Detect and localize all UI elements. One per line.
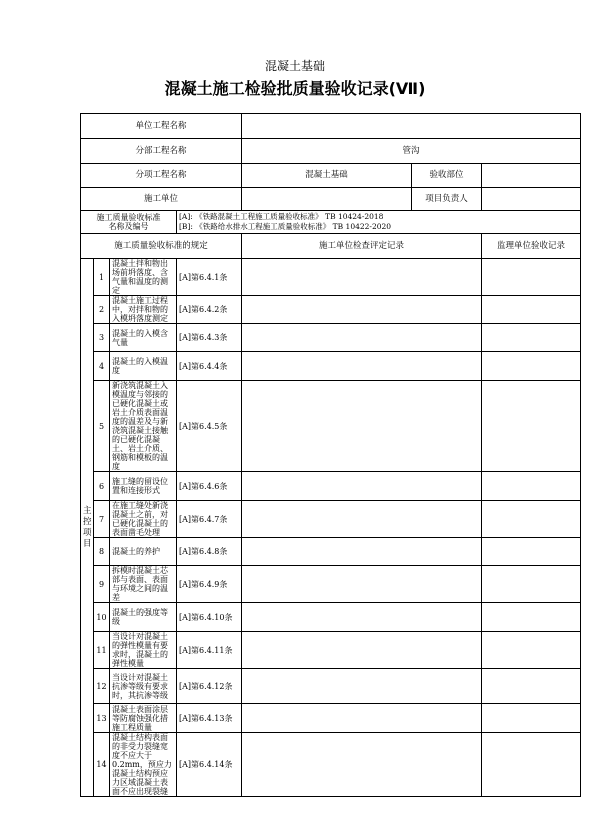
item-requirement: 混凝土表面涂层等防腐蚀强化措施工程质量 (110, 704, 177, 733)
item-number: 13 (94, 704, 110, 733)
item-number: 2 (94, 296, 110, 324)
item-number: 11 (94, 632, 110, 669)
table-row (81, 352, 581, 381)
contractor-check-cell[interactable] (242, 501, 482, 538)
main-control-label: 主 控 项 目 (81, 259, 94, 797)
contractor-check-cell[interactable] (242, 603, 482, 632)
item-requirement: 施工缝的留设位置和连接形式 (110, 472, 177, 501)
contractor-check-cell[interactable] (242, 381, 482, 472)
table-row (81, 324, 581, 352)
supervisor-record-cell[interactable] (482, 324, 581, 352)
item-clause-reference: [A]第6.4.9条 (177, 566, 242, 603)
standard-a: [A]: 《铁路混凝土工程施工质量验收标准》 TB 10424-2018 (179, 212, 384, 221)
acceptance-part-value[interactable] (482, 164, 581, 188)
item-number: 9 (94, 566, 110, 603)
item-requirement: 混凝土的强度等级 (110, 603, 177, 632)
item-number: 10 (94, 603, 110, 632)
contractor-value[interactable] (242, 188, 412, 211)
subitem-label: 分项工程名称 (81, 164, 242, 188)
supervisor-record-cell[interactable] (482, 603, 581, 632)
division-row (81, 139, 581, 164)
item-number: 1 (94, 259, 110, 296)
item-requirement: 混凝土的养护 (110, 538, 177, 566)
standard-row (81, 211, 581, 234)
page-subtitle: 混凝土基础 (264, 59, 325, 73)
standard-b: [B]: 《铁路给水排水工程施工质量验收标准》 TB 10422-2020 (179, 222, 392, 231)
item-number: 4 (94, 352, 110, 381)
contractor-check-cell[interactable] (242, 352, 482, 381)
supervisor-record-cell[interactable] (482, 632, 581, 669)
supervisor-record-cell[interactable] (482, 296, 581, 324)
item-clause-reference: [A]第6.4.12条 (177, 669, 242, 704)
contractor-check-cell[interactable] (242, 566, 482, 603)
supervisor-record-cell[interactable] (482, 259, 581, 296)
item-requirement: 混凝土的入模温度 (110, 352, 177, 381)
item-requirement: 混凝土结构表面的非受力裂缝宽度不应大于0.2mm，预应力混凝土结构预应力区域混凝土表面不应出现裂缝 (110, 733, 177, 797)
table-row (81, 259, 581, 296)
acceptance-record-table (80, 113, 581, 797)
item-clause-reference: [A]第6.4.4条 (177, 352, 242, 381)
item-requirement: 混凝土的入模含气量 (110, 324, 177, 352)
item-requirement: 混凝土拌和物出场前坍落度、含气量和温度的测定 (110, 259, 177, 296)
item-clause-reference: [A]第6.4.3条 (177, 324, 242, 352)
item-number: 6 (94, 472, 110, 501)
table-row (81, 669, 581, 704)
contractor-label: 施工单位 (81, 188, 242, 211)
item-requirement: 拆模时混凝土芯部与表面、表面与环境之间的温差 (110, 566, 177, 603)
supervisor-record-cell[interactable] (482, 566, 581, 603)
contractor-check-cell[interactable] (242, 632, 482, 669)
table-row (81, 566, 581, 603)
contractor-check-cell[interactable] (242, 538, 482, 566)
project-manager-value[interactable] (482, 188, 581, 211)
contractor-check-cell[interactable] (242, 296, 482, 324)
item-clause-reference: [A]第6.4.14条 (177, 733, 242, 797)
contractor-check-cell[interactable] (242, 472, 482, 501)
contractor-check-cell[interactable] (242, 733, 482, 797)
item-clause-reference: [A]第6.4.7条 (177, 501, 242, 538)
item-number: 14 (94, 733, 110, 797)
column-header-row (81, 234, 581, 259)
table-row (81, 603, 581, 632)
item-requirement: 当设计对混凝土的弹性模量有要求时，混凝土的弹性模量 (110, 632, 177, 669)
contractor-row (81, 188, 581, 211)
item-clause-reference: [A]第6.4.6条 (177, 472, 242, 501)
item-clause-reference: [A]第6.4.2条 (177, 296, 242, 324)
item-requirement: 新浇筑混凝土入模温度与邻接的已硬化混凝土或岩土介质表面温度的温差及与新浇筑混凝土接触的已硬化混凝土、岩土介质、钢筋和模板的温度 (110, 381, 177, 472)
contractor-check-cell[interactable] (242, 669, 482, 704)
table-row (81, 733, 581, 797)
supervisor-record-cell[interactable] (482, 352, 581, 381)
item-clause-reference: [A]第6.4.13条 (177, 704, 242, 733)
division-value[interactable]: 管沟 (242, 139, 581, 164)
contractor-check-cell[interactable] (242, 324, 482, 352)
table-row (81, 501, 581, 538)
unit-project-value[interactable] (242, 114, 581, 139)
standard-value (177, 211, 581, 234)
item-requirement: 混凝土施工过程中，对拌和物的入模坍落度测定 (110, 296, 177, 324)
supervisor-record-cell[interactable] (482, 704, 581, 733)
item-requirement: 在施工缝处新浇混凝土之前，对已硬化混凝土的表面凿毛处理 (110, 501, 177, 538)
item-number: 5 (94, 381, 110, 472)
item-number: 12 (94, 669, 110, 704)
page-title: 混凝土施工检验批质量验收记录(Ⅶ) (164, 79, 426, 98)
item-number: 7 (94, 501, 110, 538)
supervisor-record-cell[interactable] (482, 538, 581, 566)
acceptance-part-label: 验收部位 (412, 164, 482, 188)
item-clause-reference: [A]第6.4.10条 (177, 603, 242, 632)
item-number: 8 (94, 538, 110, 566)
project-manager-label: 项目负责人 (412, 188, 482, 211)
supervisor-record-cell[interactable] (482, 733, 581, 797)
supervisor-record-cell[interactable] (482, 669, 581, 704)
table-row (81, 632, 581, 669)
unit-project-label: 单位工程名称 (81, 114, 242, 139)
unit-project-row (81, 114, 581, 139)
item-clause-reference: [A]第6.4.1条 (177, 259, 242, 296)
item-clause-reference: [A]第6.4.5条 (177, 381, 242, 472)
item-number: 3 (94, 324, 110, 352)
supervisor-record-cell[interactable] (482, 472, 581, 501)
supervisor-record-cell[interactable] (482, 501, 581, 538)
regulation-header: 施工质量验收标准的规定 (81, 234, 242, 259)
item-requirement: 当设计对混凝土抗渗等级有要求时，其抗渗等级 (110, 669, 177, 704)
supervisor-record-cell[interactable] (482, 381, 581, 472)
item-clause-reference: [A]第6.4.11条 (177, 632, 242, 669)
standard-label: 施工质量验收标准 名称及编号 (81, 211, 177, 234)
table-row (81, 296, 581, 324)
table-row (81, 704, 581, 733)
subitem-value[interactable]: 混凝土基础 (242, 164, 412, 188)
subitem-row (81, 164, 581, 188)
table-row (81, 381, 581, 472)
division-label: 分部工程名称 (81, 139, 242, 164)
table-row (81, 472, 581, 501)
contractor-check-cell[interactable] (242, 704, 482, 733)
item-clause-reference: [A]第6.4.8条 (177, 538, 242, 566)
contractor-check-header: 施工单位检查评定记录 (242, 234, 482, 259)
supervisor-record-header: 监理单位验收记录 (482, 234, 581, 259)
table-row (81, 538, 581, 566)
contractor-check-cell[interactable] (242, 259, 482, 296)
